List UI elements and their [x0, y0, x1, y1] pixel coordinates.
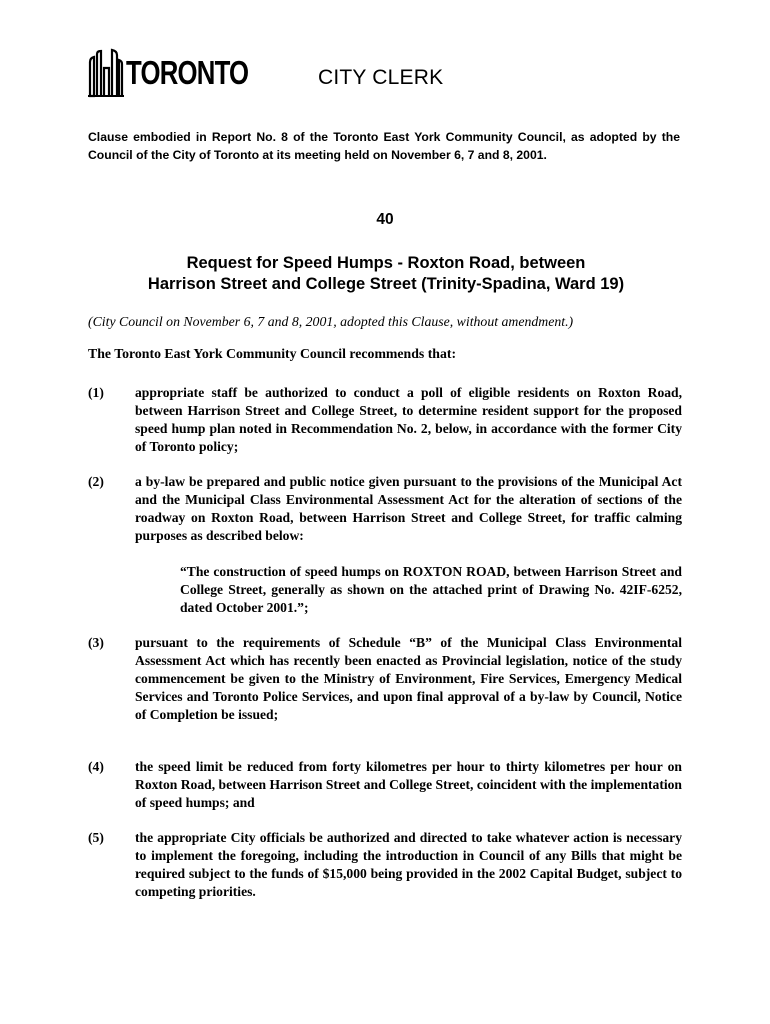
- toronto-logo: [88, 44, 248, 98]
- recommendation-item: [88, 634, 682, 724]
- recommendation-item: [88, 758, 682, 812]
- recommends-heading: The Toronto East York Community Council recommends that:: [88, 346, 457, 361]
- clause-number: 40: [376, 211, 394, 228]
- council-note: (City Council on November 6, 7 and 8, 2001, adopted this Clause, without amendment.): [88, 314, 574, 329]
- recommendation-text: the appropriate City officials be authorized and directed to take whatever action is necessary to implement the foregoing, including the introduction in Council of any Bills that might be required subject to the funds of $15,000 being provided in the 2002 Capital Budget, subject to competing priorities.: [135, 830, 682, 899]
- department-title: CITY CLERK: [318, 66, 444, 89]
- clause-title-line-2: Harrison Street and College Street (Trinity-Spadina, Ward 19): [147, 275, 625, 293]
- recommendation-number: (5): [88, 830, 104, 845]
- recommendation-text: appropriate staff be authorized to conduct a poll of eligible residents on Roxton Road, between Harrison Street and College Street, to determine resident support for the proposed speed hump plan noted in Recommendation No. 2, below, in accordance with the former City of Toronto policy;: [135, 385, 682, 454]
- clause-title-line-1: Request for Speed Humps - Roxton Road, between: [186, 254, 586, 272]
- recommendation-text: the speed limit be reduced from forty kilometres per hour to thirty kilometres per hour on Roxton Road, between Harrison Street and College Street, coincident with the implementation of speed humps; and: [135, 759, 682, 810]
- recommendation-number: (3): [88, 635, 104, 650]
- recommendation-number: (2): [88, 474, 104, 489]
- recommendation-number: (4): [88, 759, 104, 774]
- clause-title: [88, 253, 684, 295]
- logo-wordmark: TORONTO: [126, 54, 249, 91]
- recommendation-text: pursuant to the requirements of Schedule “B” of the Municipal Class Environmental Assessment Act which has recently been enacted as Provincial legislation, notice of the study commencement be given to the Ministry of Environment, Fire Services, Emergency Medical Services and Toronto Police Services, and upon final approval of a by-law by Council, Notice of Completion be issued;: [135, 635, 682, 722]
- recommendation-item: [88, 384, 682, 456]
- recommendation-text: a by-law be prepared and public notice given pursuant to the provisions of the Municipal Act and the Municipal Class Environmental Assessment Act for the alteration of sections of the roadway on Roxton Road, between Harrison Street and College Street, for traffic calming purposes as described below:: [135, 474, 682, 543]
- recommendation-item: [88, 829, 682, 901]
- drawing-quote: “The construction of speed humps on ROXTON ROAD, between Harrison Street and College Street, generally as shown on the attached print of Drawing No. 42IF-6252, dated October 2001.”;: [180, 564, 682, 615]
- recommendation-number: (1): [88, 385, 104, 400]
- recommendation-item: [88, 473, 682, 545]
- document-header: [88, 44, 688, 100]
- city-hall-icon: [88, 48, 124, 98]
- intro-paragraph: Clause embodied in Report No. 8 of the Toronto East York Community Council, as adopted by the Council of the City of Toronto at its meeting held on November 6, 7 and 8, 2001.: [88, 130, 680, 162]
